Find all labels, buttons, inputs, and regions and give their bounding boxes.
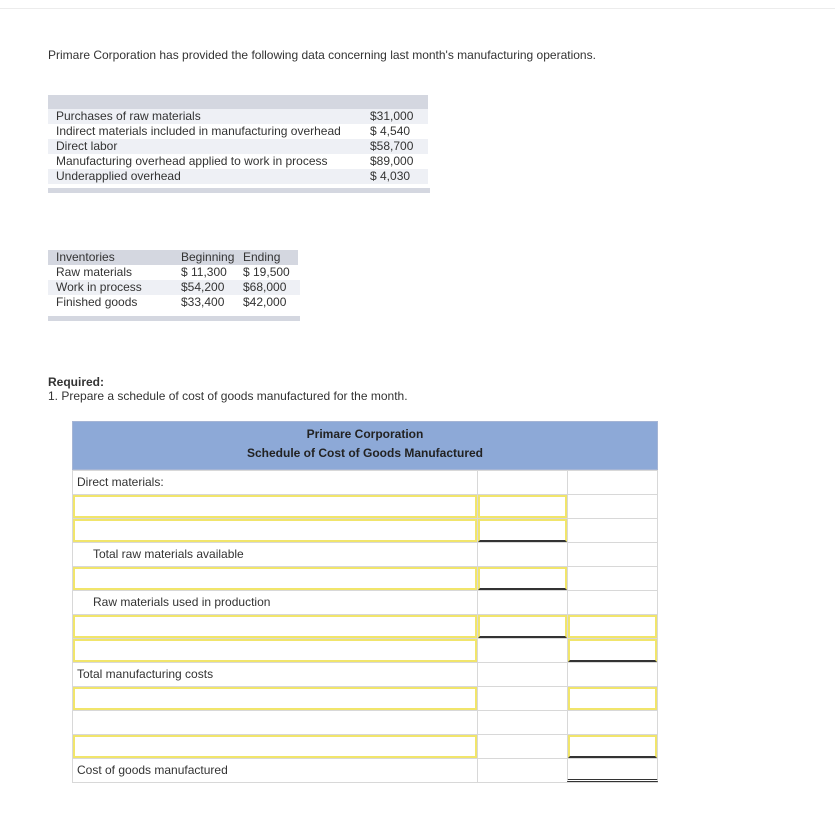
label-cell [72, 519, 477, 542]
table-row [72, 687, 658, 711]
table-row [72, 471, 658, 495]
table-bottom-band [48, 316, 300, 321]
row-label: Finished goods [56, 295, 138, 309]
label-cell [72, 495, 477, 518]
label-input[interactable] [73, 495, 477, 518]
inventories-table [48, 250, 300, 321]
row-label: Work in process [56, 280, 142, 294]
table-row [72, 615, 658, 639]
label-cell [72, 567, 477, 590]
amount-input[interactable] [478, 495, 567, 518]
header-beginning: Beginning [181, 250, 243, 265]
required-title: Required: [48, 375, 105, 389]
table-row [72, 711, 658, 735]
empty-cell [567, 567, 658, 590]
label-cell [72, 615, 477, 638]
row-label: Direct labor [56, 139, 118, 153]
table-row [48, 169, 428, 184]
empty-cell [477, 735, 567, 758]
row-label: Raw materials [56, 265, 133, 279]
amount-cell [567, 615, 658, 638]
amount-cell [477, 495, 567, 518]
table-row [72, 663, 658, 687]
total-cell [567, 759, 658, 782]
label-input[interactable] [73, 519, 477, 542]
empty-cell [477, 687, 567, 710]
table-bottom-band [48, 188, 430, 193]
empty-cell [567, 519, 658, 542]
amount-cell [567, 687, 658, 710]
intro-text: Primare Corporation has provided the following data concerning last month's manufacturing operations. [48, 48, 596, 62]
table-row [72, 639, 658, 663]
table-row [48, 295, 300, 310]
label-cell [72, 687, 477, 710]
table-row [48, 139, 428, 154]
schedule-header [72, 421, 658, 470]
header-ending: Ending [243, 250, 298, 265]
schedule-company: Primare Corporation [306, 427, 424, 441]
table-row [72, 495, 658, 519]
label-cell [72, 735, 477, 758]
amount-input[interactable] [568, 615, 657, 638]
cost-data-table [48, 95, 428, 193]
empty-cell [567, 591, 658, 614]
label-input[interactable] [73, 567, 477, 590]
empty-cell [477, 663, 567, 686]
table-row [48, 124, 428, 139]
amount-input[interactable] [568, 639, 657, 662]
table-row [72, 735, 658, 759]
row-label: Underapplied overhead [56, 169, 181, 183]
row-ending: $68,000 [243, 280, 287, 294]
empty-cell [567, 663, 658, 686]
empty-cell [477, 639, 567, 662]
amount-input[interactable] [478, 519, 567, 542]
header-inventories: Inventories [48, 250, 181, 265]
amount-input[interactable] [568, 687, 657, 710]
table-row [48, 154, 428, 169]
amount-cell [567, 735, 658, 758]
required-section [48, 375, 408, 403]
row-value: $ 4,030 [370, 169, 411, 183]
row-label: Purchases of raw materials [56, 109, 201, 123]
row-ending: $ 19,500 [243, 265, 290, 279]
label-input[interactable] [73, 615, 477, 638]
amount-cell [567, 639, 658, 662]
table-row [48, 109, 428, 124]
row-ending: $42,000 [243, 295, 287, 309]
schedule-body [72, 470, 658, 783]
amount-cell [477, 567, 567, 590]
table-header-row [48, 250, 300, 265]
table-top-band [48, 95, 428, 109]
table-row [72, 543, 658, 567]
table-row [48, 265, 300, 280]
empty-cell [72, 711, 477, 734]
empty-cell [477, 471, 567, 494]
schedule-title: Schedule of Cost of Goods Manufactured [246, 446, 483, 460]
amount-input[interactable] [478, 615, 567, 638]
row-value: $89,000 [370, 154, 414, 168]
total-raw-materials-label: Total raw materials available [72, 543, 477, 566]
table-row [48, 280, 300, 295]
label-input[interactable] [73, 687, 477, 710]
cost-of-goods-manufactured-label: Cost of goods manufactured [72, 759, 477, 782]
row-value: $58,700 [370, 139, 414, 153]
label-cell [72, 639, 477, 662]
top-divider [0, 8, 835, 9]
amount-cell [477, 519, 567, 542]
row-label: Manufacturing overhead applied to work in process [56, 154, 328, 168]
row-value: $ 4,540 [370, 124, 411, 138]
empty-cell [477, 543, 567, 566]
total-manufacturing-costs-label: Total manufacturing costs [72, 663, 477, 686]
cogm-schedule [72, 421, 658, 783]
direct-materials-label: Direct materials: [72, 471, 477, 494]
row-beginning: $ 11,300 [181, 265, 227, 279]
table-row [72, 519, 658, 543]
required-item: 1. Prepare a schedule of cost of goods manufactured for the month. [48, 389, 408, 403]
row-label: Indirect materials included in manufacturing overhead [56, 124, 341, 138]
empty-cell [567, 543, 658, 566]
empty-cell [567, 495, 658, 518]
table-row [72, 591, 658, 615]
amount-cell [477, 615, 567, 638]
label-input[interactable] [73, 639, 477, 662]
empty-cell [567, 471, 658, 494]
amount-input[interactable] [478, 567, 567, 590]
table-row [72, 567, 658, 591]
raw-materials-used-label: Raw materials used in production [72, 591, 477, 614]
label-input[interactable] [73, 735, 477, 758]
row-beginning: $54,200 [181, 280, 225, 294]
table-row [72, 759, 658, 783]
row-value: $31,000 [370, 109, 414, 123]
empty-cell [477, 759, 567, 782]
empty-cell [477, 711, 567, 734]
empty-cell [477, 591, 567, 614]
row-beginning: $33,400 [181, 295, 225, 309]
amount-input[interactable] [568, 735, 657, 758]
empty-cell [567, 711, 658, 734]
